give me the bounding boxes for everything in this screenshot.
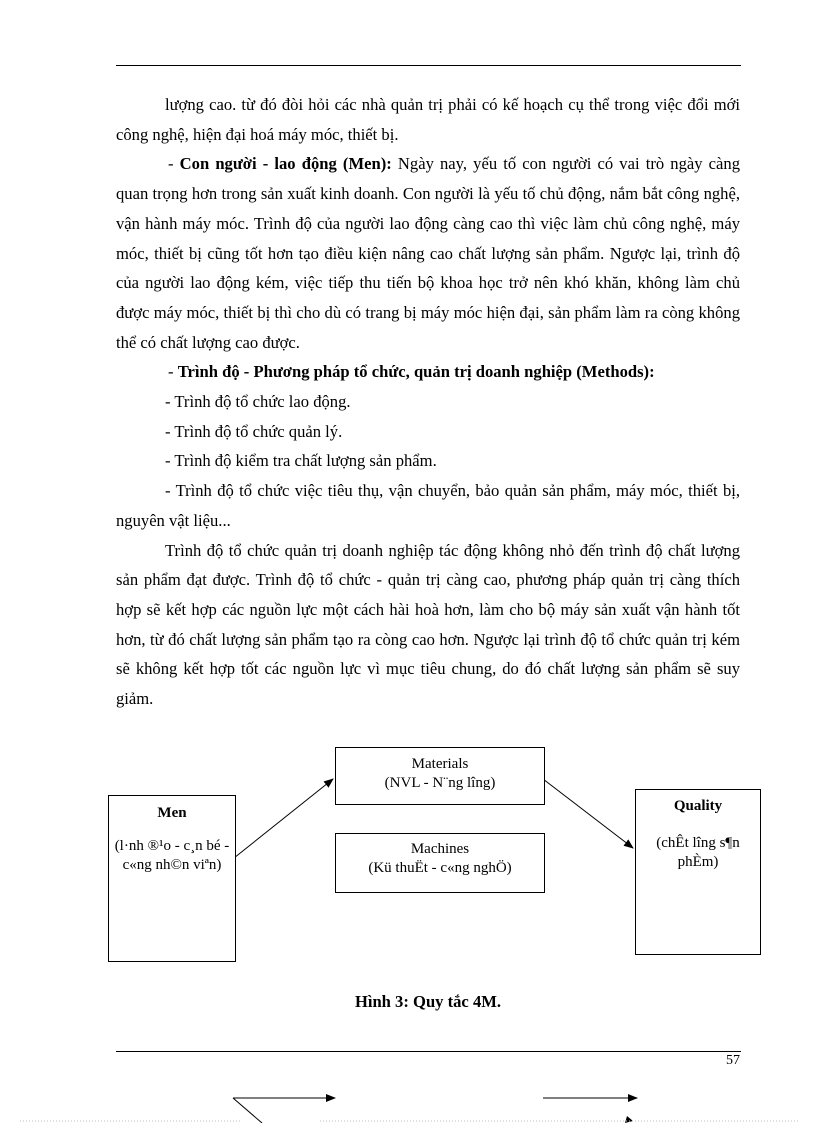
list-item-long: - Trình độ tổ chức việc tiêu thụ, vận chuyển, bảo quản sản phẩm, máy móc, thiết bị, nguyên vật liệu... xyxy=(116,481,740,530)
arrow-materials-to-quality xyxy=(543,779,633,848)
list-item: - Trình độ tổ chức quản lý. xyxy=(165,421,343,441)
machines-title: Machines xyxy=(410,841,470,857)
machines-desc: (Kü thuËt - c«ng nghÖ) xyxy=(368,860,512,876)
figure-caption: Hình 3: Quy tắc 4M. xyxy=(354,992,502,1011)
list-item: - Trình độ kiểm tra chất lượng sản phẩm. xyxy=(165,451,437,471)
men-heading: Con người - lao động xyxy=(179,154,337,174)
paragraph-management: Trình độ tổ chức quản trị doanh nghiệp tác động không nhỏ đến trình độ chất lượng sản phẩm đạt được. Trình độ tổ chức - quản trị càng cao, phương pháp quản trị càng thích hợp sẽ kết hợp các nguồn lực một cách hài hoà hơn, làm cho bộ máy sản xuất vận hành tốt hơn, từ đó chất lượng sản phẩm tạo ra còng cao hơn. Ngược lại trình độ tổ chức quản trị kém sẽ không kết hợp tốt các nguồn lực vì mục tiêu chung, do đó chất lượng sản phẩm sẽ suy giảm. xyxy=(116,540,740,709)
document-body xyxy=(116,90,740,714)
men-body: Ngày nay, yếu tố con người có vai trò ngày càng quan trọng hơn trong sản xuất kinh doanh. Con người là yếu tố chủ động, nắm bắt công nghệ, vận hành máy móc. Trình độ của người lao động càng cao thì việc làm chủ công nghệ, máy móc, thiết bị cũng tốt hơn tạo điều kiện nâng cao chất lượng sản phẩm. Ngược lại, trình độ của người lao động kém, việc tiếp thu tiến bộ khoa học trở nên khó khăn, không làm chủ được máy móc, thiết bị thì cho dù có trang bị máy móc hiện đại, sản phẩm làm ra còng không thể có chất lượng cao được. xyxy=(116,154,740,352)
list-item: - Trình độ tổ chức lao động. xyxy=(165,392,351,412)
paragraph-men xyxy=(116,149,740,357)
methods-dash: - xyxy=(168,362,178,382)
quality-box xyxy=(635,789,761,955)
materials-title: Materials xyxy=(411,756,469,772)
paragraph-methods-heading xyxy=(116,357,740,387)
arrow-men-to-materials xyxy=(234,779,333,858)
quality-desc: (chÊt lîng s¶n phÈm) xyxy=(656,835,740,870)
partial-arrowhead xyxy=(625,1116,633,1123)
men-title: Men xyxy=(157,805,187,821)
header-rule xyxy=(116,65,741,66)
partial-line-left xyxy=(233,1098,262,1123)
men-box xyxy=(108,795,236,962)
men-dash: - xyxy=(168,154,180,174)
paragraph-technology-continuation: lượng cao. từ đó đòi hỏi các nhà quản trị phải có kế hoạch cụ thể trong việc đổi mới công nghệ, hiện đại hoá máy móc, thiết bị. xyxy=(116,95,740,144)
materials-box xyxy=(335,747,545,805)
footer-rule xyxy=(116,1051,741,1052)
page-number: 57 xyxy=(726,1053,740,1068)
machines-box xyxy=(335,833,545,893)
materials-desc: (NVL - N¨ng lîng) xyxy=(384,775,496,791)
men-heading-tag: (Men): xyxy=(336,154,392,174)
men-desc: (l·nh ®¹o - c¸n bé - c«ng nh©n viªn) xyxy=(114,838,230,873)
methods-heading: Trình độ - Phương pháp tổ chức, quản trị doanh nghiệp (Methods): xyxy=(177,362,655,382)
quality-title: Quality xyxy=(673,798,723,814)
